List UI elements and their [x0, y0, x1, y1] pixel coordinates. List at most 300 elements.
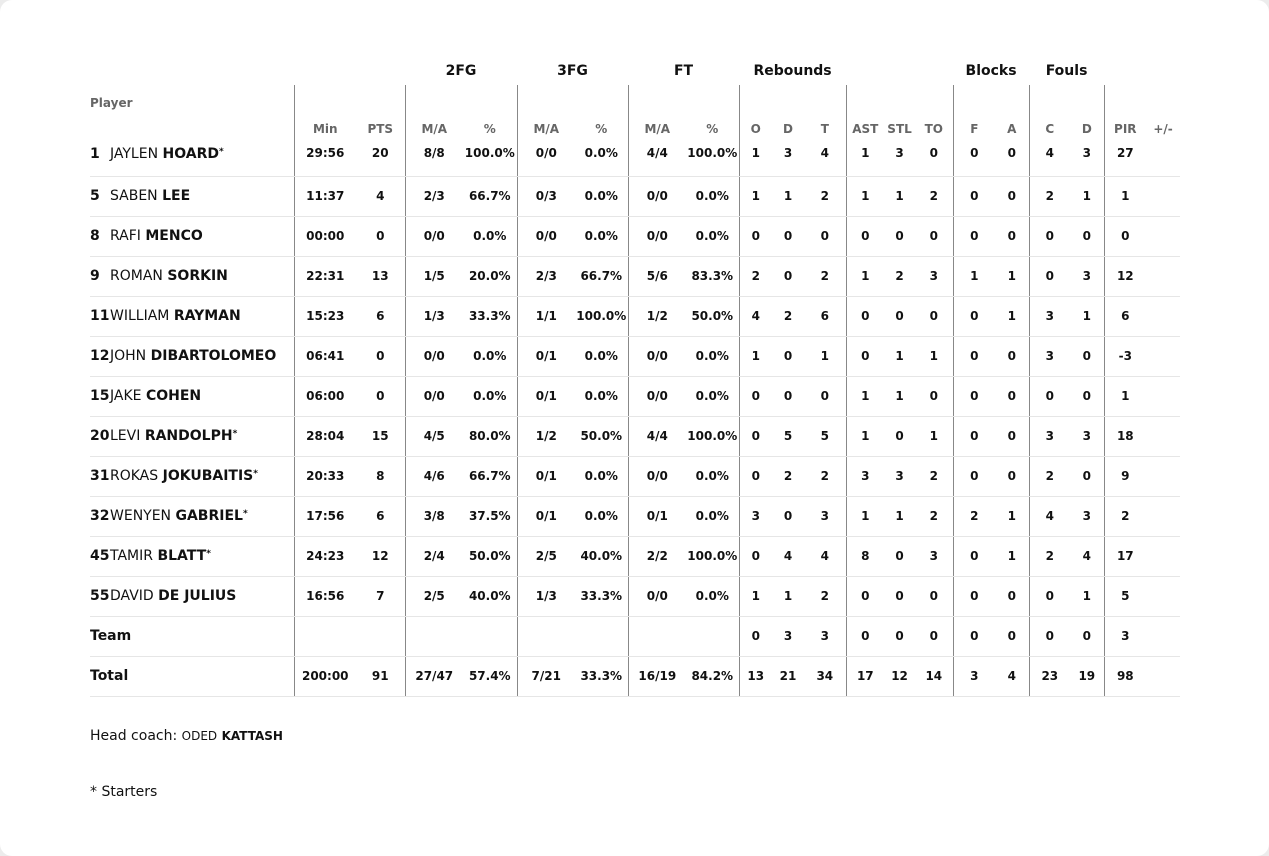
stat-cell-pir: 9: [1104, 456, 1146, 496]
total-row: [90, 656, 1180, 696]
stat-cell-min: 17:56: [294, 496, 356, 536]
stat-cell-reb-d: 0: [772, 376, 804, 416]
stat-cell-blk-a: 0: [995, 140, 1029, 176]
player-name-cell: [90, 376, 294, 416]
starter-mark: *: [206, 549, 211, 559]
stat-cell-blk-a: 0: [995, 216, 1029, 256]
stat-cell-pir: 5: [1104, 576, 1146, 616]
stat-cell-to: 2: [915, 456, 953, 496]
stat-cell-reb-t: 0: [804, 216, 846, 256]
player-first-name: LEVI: [110, 428, 141, 444]
stat-cell-ast: 1: [846, 176, 884, 216]
stat-cell-min: 15:23: [294, 296, 356, 336]
stat-cell-fg3-pct: 0.0%: [575, 336, 628, 376]
stat-cell-stl: 12: [884, 656, 915, 696]
stat-cell-pm: [1146, 296, 1180, 336]
player-name-cell: [90, 216, 294, 256]
stat-cell-pts: 15: [356, 416, 405, 456]
stat-cell-ast: 1: [846, 496, 884, 536]
column-header-stl: STL: [887, 122, 912, 136]
stat-cell-stl: 1: [884, 376, 915, 416]
stat-cell-to: 2: [915, 176, 953, 216]
stat-cell-ft-pct: 100.0%: [686, 416, 739, 456]
stat-cell-ft-ma: 4/4: [628, 416, 686, 456]
stat-cell-fg2-ma: 0/0: [405, 376, 463, 416]
stat-cell-ast: 1: [846, 416, 884, 456]
table-row: [90, 416, 1180, 456]
player-first-name: SABEN: [110, 188, 158, 204]
stat-cell-reb-d: 2: [772, 296, 804, 336]
stat-cell-ast: 0: [846, 616, 884, 656]
stat-cell-blk-f: 0: [953, 140, 995, 176]
player-first-name: JOHN: [110, 348, 147, 364]
stat-cell-stl: 3: [884, 456, 915, 496]
stat-cell-blk-a: 1: [995, 536, 1029, 576]
stat-cell-pts: 6: [356, 296, 405, 336]
stat-cell-to: 0: [915, 296, 953, 336]
player-name-cell: [90, 176, 294, 216]
stat-cell-foul-c: 4: [1029, 496, 1070, 536]
stat-cell-to: 3: [915, 536, 953, 576]
player-last-name: HOARD: [162, 146, 219, 162]
stat-cell-reb-d: 5: [772, 416, 804, 456]
stat-cell-min: 06:41: [294, 336, 356, 376]
player-first-name: JAKE: [110, 388, 142, 404]
stat-cell-blk-f: 0: [953, 376, 995, 416]
stat-cell-fg2-ma: 2/4: [405, 536, 463, 576]
stat-cell-to: 14: [915, 656, 953, 696]
stat-cell-min: 20:33: [294, 456, 356, 496]
stat-cell-pts: 0: [356, 216, 405, 256]
player-number: 55: [90, 588, 110, 604]
stat-cell-to: 1: [915, 336, 953, 376]
table-row: [90, 576, 1180, 616]
head-coach-first-name: ODED: [181, 729, 218, 743]
stat-cell-foul-c: 3: [1029, 416, 1070, 456]
stat-cell-pm: [1146, 216, 1180, 256]
starters-note: * Starters: [90, 784, 158, 800]
stat-cell-foul-c: 3: [1029, 336, 1070, 376]
group-header-fouls: Fouls: [1045, 62, 1088, 79]
stat-cell-foul-d: 3: [1070, 140, 1104, 176]
stat-cell-fg3-ma: 7/21: [517, 656, 575, 696]
group-header-rebounds: Rebounds: [753, 62, 832, 79]
stat-cell-fg3-pct: 0.0%: [575, 376, 628, 416]
stat-cell-pts: [356, 616, 405, 656]
column-header-player: Player: [90, 96, 133, 110]
head-coach-last-name: KATTASH: [221, 729, 283, 743]
stat-cell-ft-pct: 0.0%: [686, 336, 739, 376]
column-header-to: TO: [924, 122, 943, 136]
stat-cell-pm: [1146, 140, 1180, 176]
stat-cell-blk-f: 0: [953, 176, 995, 216]
stat-cell-reb-o: 0: [739, 376, 772, 416]
stat-cell-pir: 1: [1104, 176, 1146, 216]
stat-cell-pir: 3: [1104, 616, 1146, 656]
stat-cell-blk-f: 0: [953, 456, 995, 496]
stat-cell-blk-a: 0: [995, 376, 1029, 416]
stat-cell-reb-d: 2: [772, 456, 804, 496]
stat-cell-foul-d: 3: [1070, 496, 1104, 536]
stat-cell-ft-pct: 0.0%: [686, 456, 739, 496]
stat-cell-reb-t: 4: [804, 536, 846, 576]
player-last-name: DIBARTOLOMEO: [150, 348, 277, 364]
stat-cell-blk-f: 0: [953, 416, 995, 456]
player-name-cell: [90, 140, 294, 176]
player-name-cell: [90, 496, 294, 536]
stat-cell-reb-o: 1: [739, 140, 772, 176]
stat-cell-fg2-pct: 20.0%: [463, 256, 517, 296]
stat-cell-pts: 0: [356, 336, 405, 376]
stat-cell-pm: [1146, 536, 1180, 576]
stat-cell-reb-d: 4: [772, 536, 804, 576]
stat-cell-fg2-pct: 0.0%: [463, 336, 517, 376]
stat-cell-blk-a: 0: [995, 336, 1029, 376]
stat-cell-foul-d: 3: [1070, 416, 1104, 456]
player-last-name: COHEN: [145, 388, 202, 404]
stat-cell-ft-pct: 50.0%: [686, 296, 739, 336]
stat-cell-ft-pct: [686, 616, 739, 656]
stat-cell-ft-ma: 0/1: [628, 496, 686, 536]
stat-cell-ft-pct: 100.0%: [686, 140, 739, 176]
stat-cell-blk-f: 0: [953, 336, 995, 376]
starter-mark: *: [253, 469, 258, 479]
stat-cell-fg2-ma: 2/3: [405, 176, 463, 216]
stat-cell-pm: [1146, 576, 1180, 616]
column-header-blk-a: A: [1007, 122, 1017, 136]
stat-cell-blk-a: 1: [995, 256, 1029, 296]
stat-cell-min: 24:23: [294, 536, 356, 576]
stat-cell-pm: [1146, 176, 1180, 216]
stat-cell-reb-o: 0: [739, 616, 772, 656]
stat-cell-fg2-ma: [405, 616, 463, 656]
stat-cell-foul-c: 0: [1029, 216, 1070, 256]
stat-cell-fg3-ma: 0/0: [517, 140, 575, 176]
stat-cell-ft-ma: 2/2: [628, 536, 686, 576]
stat-cell-to: 0: [915, 376, 953, 416]
table-row: [90, 176, 1180, 216]
stat-cell-reb-t: 4: [804, 140, 846, 176]
table-row: [90, 140, 1180, 176]
stat-cell-stl: 1: [884, 336, 915, 376]
stat-cell-to: 2: [915, 496, 953, 536]
stat-cell-fg3-ma: 0/0: [517, 216, 575, 256]
stat-cell-fg3-pct: 0.0%: [575, 456, 628, 496]
column-header-ft-ma: M/A: [628, 85, 686, 140]
stat-cell-foul-c: 2: [1029, 176, 1070, 216]
stat-cell-fg3-ma: 0/1: [517, 496, 575, 536]
stat-cell-ft-pct: 84.2%: [686, 656, 739, 696]
stat-cell-reb-o: 1: [739, 176, 772, 216]
player-number: 8: [90, 228, 100, 244]
column-header-fg3-pct: %: [595, 122, 608, 136]
player-first-name: WENYEN: [110, 508, 172, 524]
stat-cell-pm: [1146, 416, 1180, 456]
stat-cell-pir: -3: [1104, 336, 1146, 376]
starter-mark: *: [242, 509, 248, 519]
stat-cell-reb-d: 1: [772, 176, 804, 216]
stat-cell-foul-d: 0: [1070, 216, 1104, 256]
player-number: 1: [90, 146, 100, 162]
table-row: [90, 336, 1180, 376]
stat-cell-ast: 0: [846, 296, 884, 336]
player-name-cell: [90, 256, 294, 296]
stat-cell-min: 22:31: [294, 256, 356, 296]
stat-cell-pm: [1146, 616, 1180, 656]
stat-cell-fg2-pct: 66.7%: [463, 456, 517, 496]
table-row: [90, 456, 1180, 496]
stat-cell-foul-c: 3: [1029, 296, 1070, 336]
stat-cell-stl: 1: [884, 176, 915, 216]
stat-cell-fg3-ma: 0/1: [517, 336, 575, 376]
stat-cell-pir: 17: [1104, 536, 1146, 576]
group-header-row: [90, 56, 1180, 85]
stat-cell-fg3-ma: [517, 616, 575, 656]
stat-cell-fg2-ma: 27/47: [405, 656, 463, 696]
stat-cell-min: 11:37: [294, 176, 356, 216]
stat-cell-ft-ma: 0/0: [628, 336, 686, 376]
player-number: 11: [90, 308, 110, 324]
stat-cell-to: 0: [915, 576, 953, 616]
column-header-fg3-ma: M/A: [517, 85, 575, 140]
stat-cell-foul-d: 0: [1070, 376, 1104, 416]
player-last-name: GABRIEL: [175, 508, 243, 524]
stat-cell-reb-t: 5: [804, 416, 846, 456]
stat-cell-fg3-ma: 0/1: [517, 376, 575, 416]
stat-cell-fg2-pct: 37.5%: [463, 496, 517, 536]
stat-cell-to: 1: [915, 416, 953, 456]
player-name-cell: [90, 416, 294, 456]
player-name-cell: [90, 456, 294, 496]
stat-cell-fg2-ma: 4/5: [405, 416, 463, 456]
stat-cell-ast: 0: [846, 576, 884, 616]
stat-cell-fg2-pct: 40.0%: [463, 576, 517, 616]
column-header-ft-pct: %: [706, 122, 719, 136]
stat-cell-foul-c: 4: [1029, 140, 1070, 176]
stat-cell-fg3-ma: 0/1: [517, 456, 575, 496]
stat-cell-foul-d: 0: [1070, 616, 1104, 656]
stat-cell-ft-ma: [628, 616, 686, 656]
stat-cell-blk-a: 0: [995, 416, 1029, 456]
column-header-ast: AST: [846, 85, 884, 140]
stat-cell-foul-d: 0: [1070, 456, 1104, 496]
total-row-label: Total: [90, 656, 294, 696]
stat-cell-reb-d: 1: [772, 576, 804, 616]
stat-cell-ft-pct: 100.0%: [686, 536, 739, 576]
player-number: 9: [90, 268, 100, 284]
stat-cell-fg2-ma: 0/0: [405, 216, 463, 256]
player-number: 12: [90, 348, 110, 364]
column-header-pir: PIR: [1104, 85, 1146, 140]
stat-cell-blk-f: 3: [953, 656, 995, 696]
stat-cell-blk-f: 2: [953, 496, 995, 536]
player-first-name: ROMAN: [110, 268, 163, 284]
stat-cell-blk-f: 1: [953, 256, 995, 296]
stat-cell-pts: 6: [356, 496, 405, 536]
stat-cell-pir: 12: [1104, 256, 1146, 296]
stat-cell-ast: 3: [846, 456, 884, 496]
table-row: [90, 296, 1180, 336]
stat-cell-blk-a: 0: [995, 576, 1029, 616]
stat-cell-pts: 0: [356, 376, 405, 416]
stat-cell-reb-o: 2: [739, 256, 772, 296]
stat-cell-pir: 1: [1104, 376, 1146, 416]
player-first-name: RAFI: [110, 228, 141, 244]
stat-cell-fg2-ma: 4/6: [405, 456, 463, 496]
stat-cell-fg2-pct: 66.7%: [463, 176, 517, 216]
stat-cell-reb-o: 0: [739, 216, 772, 256]
stat-cell-blk-a: 0: [995, 456, 1029, 496]
stat-cell-blk-a: 1: [995, 296, 1029, 336]
column-header-min: Min: [294, 85, 356, 140]
stat-cell-pir: 2: [1104, 496, 1146, 536]
stat-cell-fg2-pct: 57.4%: [463, 656, 517, 696]
stat-cell-pir: 18: [1104, 416, 1146, 456]
stat-cell-foul-c: 23: [1029, 656, 1070, 696]
stat-cell-min: 200:00: [294, 656, 356, 696]
stat-cell-foul-d: 19: [1070, 656, 1104, 696]
stat-cell-pm: [1146, 376, 1180, 416]
stat-cell-fg2-ma: 8/8: [405, 140, 463, 176]
stat-cell-pts: 91: [356, 656, 405, 696]
stat-cell-foul-d: 4: [1070, 536, 1104, 576]
column-header-reb-d: D: [783, 122, 794, 136]
player-last-name: DE JULIUS: [158, 588, 237, 604]
column-header-pm: +/-: [1153, 122, 1173, 136]
player-number: 15: [90, 388, 110, 404]
stat-cell-stl: 2: [884, 256, 915, 296]
stat-cell-stl: 1: [884, 496, 915, 536]
group-header-blocks: Blocks: [965, 62, 1017, 79]
stat-cell-reb-t: 1: [804, 336, 846, 376]
player-last-name: SORKIN: [167, 268, 228, 284]
stat-cell-stl: 0: [884, 296, 915, 336]
stat-cell-blk-f: 0: [953, 216, 995, 256]
player-last-name: LEE: [162, 188, 191, 204]
stat-cell-pir: 0: [1104, 216, 1146, 256]
stat-cell-to: 0: [915, 616, 953, 656]
stat-cell-stl: 0: [884, 616, 915, 656]
column-header-fg2-pct: %: [483, 122, 496, 136]
stat-cell-ft-ma: 0/0: [628, 176, 686, 216]
stat-cell-fg2-ma: 2/5: [405, 576, 463, 616]
player-number: 5: [90, 188, 100, 204]
stat-cell-min: 16:56: [294, 576, 356, 616]
stat-cell-pir: 6: [1104, 296, 1146, 336]
stat-cell-foul-c: 0: [1029, 376, 1070, 416]
stat-cell-pm: [1146, 336, 1180, 376]
stat-cell-stl: 3: [884, 140, 915, 176]
stat-cell-blk-f: 0: [953, 576, 995, 616]
stat-cell-reb-o: 0: [739, 456, 772, 496]
stat-cell-fg3-pct: 33.3%: [575, 576, 628, 616]
table-row: [90, 496, 1180, 536]
stat-cell-ast: 0: [846, 336, 884, 376]
stat-cell-fg3-ma: 1/2: [517, 416, 575, 456]
column-header-blk-f: F: [953, 85, 995, 140]
stat-cell-foul-c: 2: [1029, 456, 1070, 496]
stat-cell-reb-d: 0: [772, 216, 804, 256]
stat-cell-reb-o: 0: [739, 416, 772, 456]
stat-cell-fg2-pct: [463, 616, 517, 656]
stat-cell-fg3-pct: 0.0%: [575, 140, 628, 176]
stat-cell-fg2-pct: 50.0%: [463, 536, 517, 576]
stat-cell-reb-d: 0: [772, 256, 804, 296]
column-header-pts: PTS: [367, 122, 394, 136]
stat-cell-pm: [1146, 496, 1180, 536]
stat-cell-ft-pct: 0.0%: [686, 376, 739, 416]
column-header-row: [90, 85, 1180, 140]
player-last-name: JOKUBAITIS: [162, 468, 254, 484]
column-header-fg2-ma: M/A: [405, 85, 463, 140]
stat-cell-reb-t: 2: [804, 456, 846, 496]
stat-cell-ft-ma: 4/4: [628, 140, 686, 176]
stat-cell-ft-ma: 0/0: [628, 216, 686, 256]
stat-cell-fg3-pct: 0.0%: [575, 176, 628, 216]
stat-cell-reb-t: 2: [804, 256, 846, 296]
stat-cell-fg3-ma: 2/3: [517, 256, 575, 296]
stat-cell-to: 3: [915, 256, 953, 296]
stat-cell-blk-f: 0: [953, 616, 995, 656]
stat-cell-fg2-ma: 1/3: [405, 296, 463, 336]
stat-cell-foul-c: 0: [1029, 256, 1070, 296]
player-name-cell: [90, 296, 294, 336]
stat-cell-reb-t: 34: [804, 656, 846, 696]
stat-cell-pir: 27: [1104, 140, 1146, 176]
stat-cell-fg3-pct: 100.0%: [575, 296, 628, 336]
stat-cell-ft-pct: 0.0%: [686, 176, 739, 216]
stat-cell-pm: [1146, 656, 1180, 696]
column-header-reb-t: T: [820, 122, 829, 136]
stat-cell-foul-d: 0: [1070, 336, 1104, 376]
player-first-name: DAVID: [110, 588, 154, 604]
stat-cell-reb-o: 4: [739, 296, 772, 336]
stat-cell-foul-c: 2: [1029, 536, 1070, 576]
stat-cell-pm: [1146, 256, 1180, 296]
stat-cell-reb-t: 0: [804, 376, 846, 416]
stat-cell-ast: 0: [846, 216, 884, 256]
stat-cell-reb-d: 0: [772, 496, 804, 536]
stat-cell-foul-c: 0: [1029, 616, 1070, 656]
stat-cell-ast: 1: [846, 140, 884, 176]
player-last-name: BLATT: [157, 548, 207, 564]
stat-cell-min: 00:00: [294, 216, 356, 256]
stat-cell-ft-ma: 0/0: [628, 576, 686, 616]
stat-cell-reb-t: 3: [804, 496, 846, 536]
stat-cell-fg3-pct: 66.7%: [575, 256, 628, 296]
stat-cell-reb-o: 1: [739, 576, 772, 616]
player-last-name: MENCO: [145, 228, 203, 244]
stat-cell-fg3-ma: 0/3: [517, 176, 575, 216]
stat-cell-reb-o: 3: [739, 496, 772, 536]
boxscore-body: [90, 140, 1180, 696]
group-header-ft: FT: [673, 62, 694, 79]
stat-cell-stl: 0: [884, 416, 915, 456]
stat-cell-fg3-pct: 0.0%: [575, 496, 628, 536]
table-row: [90, 376, 1180, 416]
stat-cell-fg3-ma: 2/5: [517, 536, 575, 576]
stat-cell-ft-pct: 0.0%: [686, 576, 739, 616]
stat-cell-reb-d: 0: [772, 336, 804, 376]
player-number: 31: [90, 468, 110, 484]
starter-mark: *: [232, 429, 238, 439]
stat-cell-fg2-ma: 3/8: [405, 496, 463, 536]
stat-cell-to: 0: [915, 216, 953, 256]
stat-cell-to: 0: [915, 140, 953, 176]
stat-cell-pts: 12: [356, 536, 405, 576]
stat-cell-fg3-pct: 40.0%: [575, 536, 628, 576]
team-row: [90, 616, 1180, 656]
